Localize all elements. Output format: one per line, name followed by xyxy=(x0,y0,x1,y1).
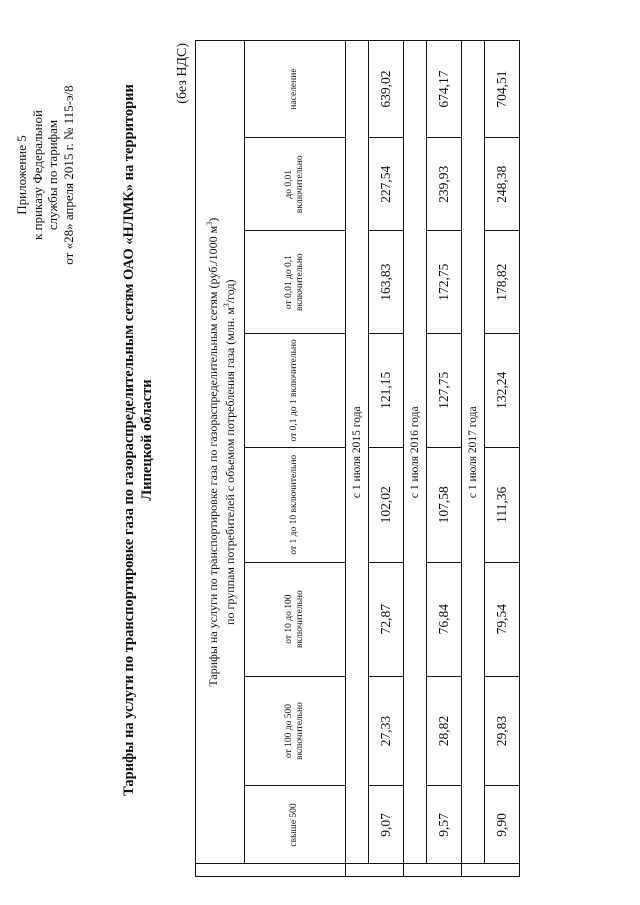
table-cell: 72,87 xyxy=(369,562,404,676)
table-row xyxy=(427,41,462,877)
header-line xyxy=(203,41,220,863)
table-cell: 127,75 xyxy=(427,333,462,447)
column-header: от 0,01 до 0,1 включительно xyxy=(245,231,346,333)
appendix-line: службы по тарифам xyxy=(45,119,60,231)
header-text: ) xyxy=(206,217,220,222)
table-row xyxy=(485,41,520,877)
table-cell: 76,84 xyxy=(427,562,462,676)
table-cell: 107,58 xyxy=(427,447,462,562)
period-label: с 1 июля 2016 года xyxy=(404,41,427,864)
table-cell: 28,82 xyxy=(427,676,462,786)
tariff-table xyxy=(195,40,520,877)
header-line xyxy=(220,41,237,863)
column-header: население xyxy=(245,41,346,138)
table-cell: 674,17 xyxy=(427,41,462,138)
period-label: с 1 июля 2015 года xyxy=(346,41,369,864)
appendix-line: от «28» апреля 2015 г. № 115-э/8 xyxy=(60,85,76,265)
table-cell: 704,51 xyxy=(485,41,520,138)
period-row xyxy=(462,41,485,877)
column-header: от 100 до 500 включительно xyxy=(245,676,346,786)
empty-cell xyxy=(196,864,346,877)
header-text: Тарифы на услуги по транспортировке газа по газораспределительным сетям (руб./1000 м xyxy=(206,225,220,687)
vat-note: (без НДС) xyxy=(175,43,190,104)
column-header: от 0,1 до 1 включительно xyxy=(245,333,346,447)
table-row xyxy=(369,41,404,877)
table-cell: 9,57 xyxy=(427,786,462,864)
column-header: от 1 до 10 включительно xyxy=(245,447,346,562)
column-header: свыше 500 xyxy=(245,786,346,864)
header-text: по группам потребителей с объемом потребления газа (млн. м xyxy=(223,307,237,625)
title-line: Тарифы на услуги по транспортировке газа по газораспределительным сетям ОАО «НЛМК» на территории xyxy=(121,84,137,796)
period-row xyxy=(404,41,427,877)
table-cell: 102,02 xyxy=(369,447,404,562)
table-cell: 227,54 xyxy=(369,138,404,231)
table-cell: 239,93 xyxy=(427,138,462,231)
table-cell: 163,83 xyxy=(369,231,404,333)
appendix-header xyxy=(14,45,76,305)
empty-cell xyxy=(462,864,520,877)
table-cell: 9,07 xyxy=(369,786,404,864)
column-header: от 10 до 100 включительно xyxy=(245,562,346,676)
empty-cell xyxy=(404,864,462,877)
header-sup: 3 xyxy=(222,303,231,308)
table-cell: 111,36 xyxy=(485,447,520,562)
table-main-header xyxy=(196,41,245,864)
table-cell: 79,54 xyxy=(485,562,520,676)
empty-cell xyxy=(346,864,404,877)
table-cell: 178,82 xyxy=(485,231,520,333)
appendix-line: к приказу Федеральной xyxy=(29,110,45,240)
table-cell: 172,75 xyxy=(427,231,462,333)
header-sup: 3 xyxy=(205,221,214,226)
column-header: до 0,01 включительно xyxy=(245,138,346,231)
table-cell: 27,33 xyxy=(369,676,404,786)
table-cell: 9,90 xyxy=(485,786,520,864)
table-header-row xyxy=(196,41,245,877)
table-cell: 639,02 xyxy=(369,41,404,138)
table-cell: 132,24 xyxy=(485,333,520,447)
table-cell: 248,38 xyxy=(485,138,520,231)
table-cell: 121,15 xyxy=(369,333,404,447)
period-label: с 1 июля 2017 года xyxy=(462,41,485,864)
period-row xyxy=(346,41,369,877)
title-line: Липецкой области xyxy=(139,379,155,501)
column-header-row xyxy=(245,41,346,877)
document-title xyxy=(120,45,156,835)
appendix-line: Приложение 5 xyxy=(14,135,29,215)
header-text: /год) xyxy=(223,279,237,304)
table-cell: 29,83 xyxy=(485,676,520,786)
